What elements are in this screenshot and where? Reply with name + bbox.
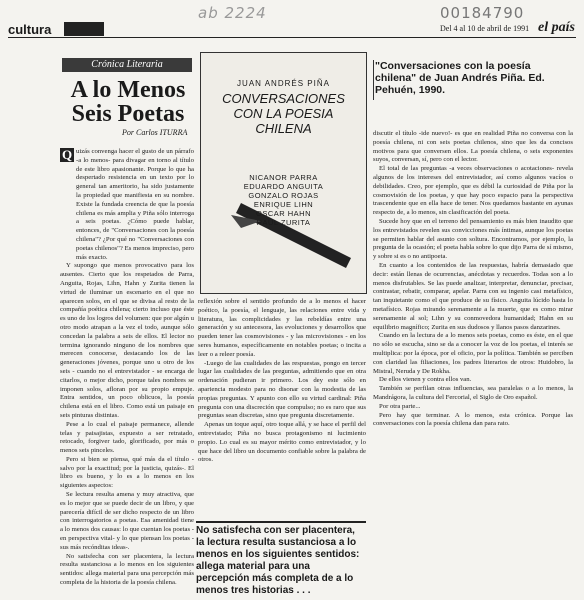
column-1 bbox=[60, 148, 194, 596]
archive-stamp-left: ab 2224 bbox=[198, 4, 267, 22]
headline: A lo Menos Seis Poetas bbox=[70, 77, 186, 127]
column-3 bbox=[373, 130, 573, 596]
page-header bbox=[8, 22, 576, 38]
byline: Por Carlos ITURRA bbox=[122, 128, 188, 137]
publication-name: el país bbox=[538, 20, 575, 35]
paragraph: Pero si bien se piensa, qué más da el título -salvo por la exactitud; por la justicia, quizás-. El libro es bueno, y lo es a lo menos en los siguientes aspectos: bbox=[60, 455, 194, 490]
paragraph: Apenas un toque aquí, otro toque allá, y se hace el perfil del entrevistado; Piña no busca protagonismo ni lucimiento propio. Lo cual es su mayor mérito como entrevistador, y lo que hace del libro un documento confiable sobre la palabra de otros. bbox=[198, 421, 366, 464]
paragraph: Pero hay que terminar. A lo menos, esta crónica. Porque las conversaciones con la poesía chilena dan para rato. bbox=[373, 411, 573, 428]
cover-author: JUAN ANDRÉS PIÑA bbox=[237, 79, 330, 88]
paragraph: Sucede hoy que en el terreno del pensamiento es más bien inaudito que los entrevistados revelen sus convicciones más íntimas, aunque los poetas se permiten hablar del asunto con soltura. Encontramos, por ejemplo, la pregunta de la ocasión; el poeta habla sobre lo que dijo Parra de sí mismo, y sobre si es o no antipoeta. bbox=[373, 217, 573, 261]
column-2 bbox=[198, 298, 366, 516]
paragraph: También se perfilan otras influencias, sea paralelas o a lo menos, la Mandrágora, la cultura del Fercorial, el Siglo de Oro español. bbox=[373, 385, 573, 401]
paragraph: No satisfecha con ser placentera, la lectura resulta sustanciosa a lo menos en los siguientes sentidos: allega material para una percepción más completa de la historia de la poesía chilena. bbox=[60, 552, 194, 587]
paragraph: uizás convenga hacer el gusto de un párrafo -a lo menos- para divagar en torno al título de este libro apasionante. Porque lo que ha despertado resistencia en un texto por lo general tan ameritorio, ha sido justamente la propiedad que manifiesta en su nombre. Existe la fundada creencia de que la poesía chilena es más amplia y Piña sólo interroga a seis poetas. ¿Cómo puede hablar, entonces, de "Conversaciones con la poesía chilena"? ¿Por qué no "Conversaciones con poetas chilenos"? Es menos impreciso, pero más exacto. bbox=[76, 148, 194, 261]
paragraph: Por otra parte... bbox=[379, 402, 421, 410]
drop-cap: Q bbox=[61, 147, 73, 162]
paragraph: reflexión sobre el sentido profundo de a lo menos el hacer poético, la poesía, el lenguaje, las relaciones entre vida y literatura, las complicidades y las rebeldías entre una generación y su antecesora, las evoluciones y desarrollos que pueden tener las cosmovisiones - y las microvisiones - en los seres humanos, específicamente en notables poetas; o incita a leer o a releer poesía. bbox=[198, 298, 366, 358]
paragraph: Cuando en la lectura de a lo menos seis poetas, como es éste, en el que no sólo se escucha, sino se da a conocer la voz de los poetas, el interés se multiplica: por la época, por el oficio, por la política. También se perciben con claridad las filiaciones, los padres literarios de otros: Huidobro, la Mistral, Neruda y De Rokha. bbox=[373, 332, 573, 375]
book-cover bbox=[200, 52, 367, 294]
paragraph: -Luego de las cualidades de las respuestas, pongo en tercer lugar las cualidades de las preguntas, admitiendo que en otra ordenación pudieran ir primero. Los dey este sólo en apariencia modesto para no disonar con la modestia de las propias preguntas. Y apunto con ello su virtud cardinal: Piña pregunta con una discreción que compulso; no es raro que sus preguntas sean discretas, sino que pregunta discretamente. bbox=[198, 359, 366, 420]
pullquote-rule bbox=[196, 521, 366, 523]
paragraph: De ellos vienen y contra ellos van. bbox=[379, 376, 472, 384]
paragraph: En cuanto a los contenidos de las respuestas, habría demasiado que decir: están llenas de ocurrencias, anécdotas y recuerdos. Todas son a lo menos disfrutables. Se las puede analizar, interpretar, denunciar, precisar, contrastar, rebatir, comparar, apelar. Parra con su ingenio casi metafísico, tan inquietante como el que produce de su físico. Anguita lúcido hasta lo metafísico. Rojas mirando serenamente a la muerte, que es como mirar serenamente al sol; Lihn y su conmovedora humanidad; Hahn en su equilibrio magnífico; Zurita en sus dudosos y llanos pasos danzarines. bbox=[373, 261, 573, 331]
issue-date: Del 4 al 10 de abril de 1991 bbox=[440, 24, 530, 33]
cover-poet-names: NICANOR PARRA EDUARDO ANGUITA GONZALO ROJAS ENRIQUE LIHN OSCAR HAHN RAUL ZURITA bbox=[243, 173, 324, 227]
section-label: cultura bbox=[8, 22, 52, 37]
pullquote: No satisfecha con ser placentera, la lectura resulta sustanciosa a lo menos en los siguientes sentidos: allega material para una percepción más completa de a lo menos tres historias . . . bbox=[196, 525, 360, 596]
paragraph: Pese a lo cual el paisaje permanece, allende telas y paisajistas, expuesto a ser retratado, retocado, forgiver tado, glorificado, por más o menos seis pinceles. bbox=[60, 420, 194, 455]
paragraph: El total de las preguntas -a veces observaciones o acotaciones- revela algunos de los intereses del entrevistador, así como algunos vacíos o debilidades. Creo, por ejemplo, que es débil la curiosidad de Piña por la cosmovisión de los poetas, y que hay poco espacio para la perspectiva trascendente que en ella hace de tener. Nos quedamos bastante en ayunas respecto de, a lo menos, sin clasificación del poeta. bbox=[373, 165, 573, 217]
archive-stamp-right: 00184790 bbox=[440, 4, 525, 22]
paragraph: Se lectura resulta amena y muy atractiva, que es lo mejor que se puede decir de un libro, y que parecería difícil de ser dicho respecto de un libro con interrogatorios a poetas. Esa amenidad tiene a lo menos dos causas: lo que cuentan los poetas -en perspectiva vital- y lo que piensan los poetas -sus más recónditas ideas-. bbox=[60, 491, 194, 551]
section-tag: Crónica Literaria bbox=[62, 58, 192, 72]
cover-caption: "Conversaciones con la poesía chilena" de Juan Andrés Piña. Ed. Pehuén, 1990. bbox=[375, 60, 545, 96]
paragraph: Y supongo que menos provocativo para los ausentes. Cierto que los respetados de Parra, Anguita, Rojas, Lihn, Hahn y Zurita tienen la virtud de iluminar un escenario en el que no aparecen solos, en el que se divisa al resto de la compañía poética chilena; cierto incluso que éste es uno de los logros del volumen: que por algún u otro modo atrapan a la vez el todo, aunque sólo concedan la palabra a seis de ellos. El lector no termina ignorando ninguno de los nombres que merecen conocerse, destacando los de las generaciones jóvenes, porque uno u otro de los seis - cuando no el entrevistador - se encarga de citarlos, o mejor dicho, porque tales nombres se imponen solos, afloran por su propio empuje. Entra sentidos, un poco oblicuos, la poesía chilena está en el libro. Como está un paisaje en seis pinturas distintas. bbox=[60, 262, 194, 419]
caption-rule bbox=[373, 60, 374, 100]
cover-title: CONVERSACIONES CON LA POESIA CHILENA bbox=[222, 91, 345, 136]
paragraph: discutir el título -ide nuevo!- es que en realidad Piña no conversa con la poesía chilena, ni con seis poetas chilenos, sino que les da concisos motivos para que conversen ellos. La poesía chilena, o seis exponentes suyos, conversan, sí, pero con el lector. bbox=[373, 130, 573, 164]
